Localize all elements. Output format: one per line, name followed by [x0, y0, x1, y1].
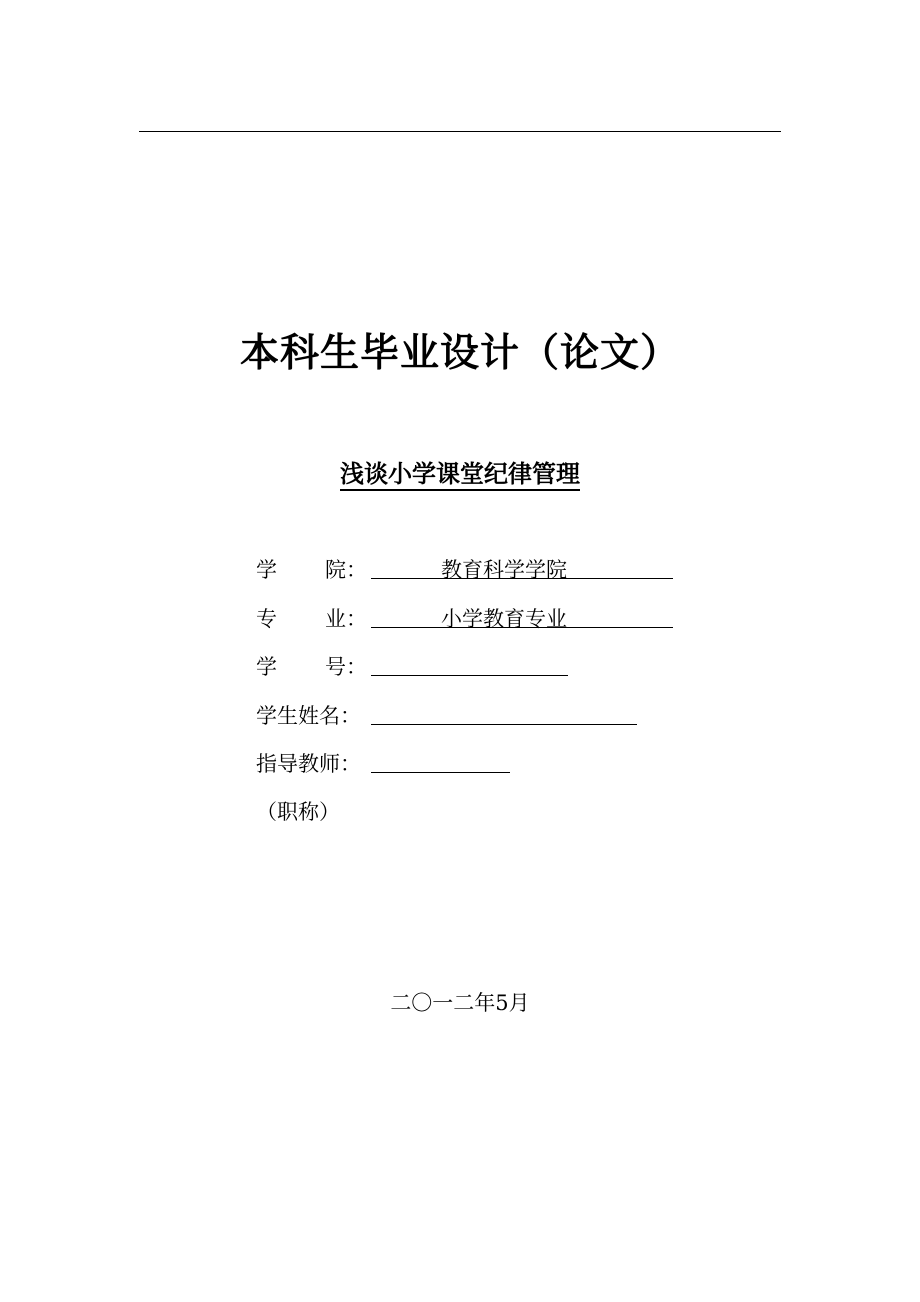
advisor-label: 指导教师：	[256, 752, 361, 776]
college-value: 教育科学学院	[441, 558, 567, 582]
college-label-part1: 学	[256, 558, 277, 582]
title-rank-label: （职称）	[256, 800, 340, 824]
student-id-underline	[371, 675, 568, 676]
main-title: 本科生毕业设计（论文）	[239, 331, 680, 376]
college-label-part2: 院：	[325, 558, 367, 582]
submission-date: 二〇一二年5月	[390, 991, 530, 1015]
student-name-label: 学生姓名：	[256, 704, 361, 728]
thesis-title	[0, 456, 920, 492]
major-label-part1: 专	[256, 607, 277, 631]
thesis-title-text: 浅谈小学课堂纪律管理	[340, 460, 580, 491]
student-id-label-part2: 号：	[325, 655, 367, 679]
student-id-label-part1: 学	[256, 655, 277, 679]
major-value: 小学教育专业	[441, 607, 567, 631]
student-name-underline	[371, 724, 637, 725]
advisor-underline	[371, 772, 510, 773]
header-rule	[139, 131, 781, 132]
major-label-part2: 业：	[325, 607, 367, 631]
